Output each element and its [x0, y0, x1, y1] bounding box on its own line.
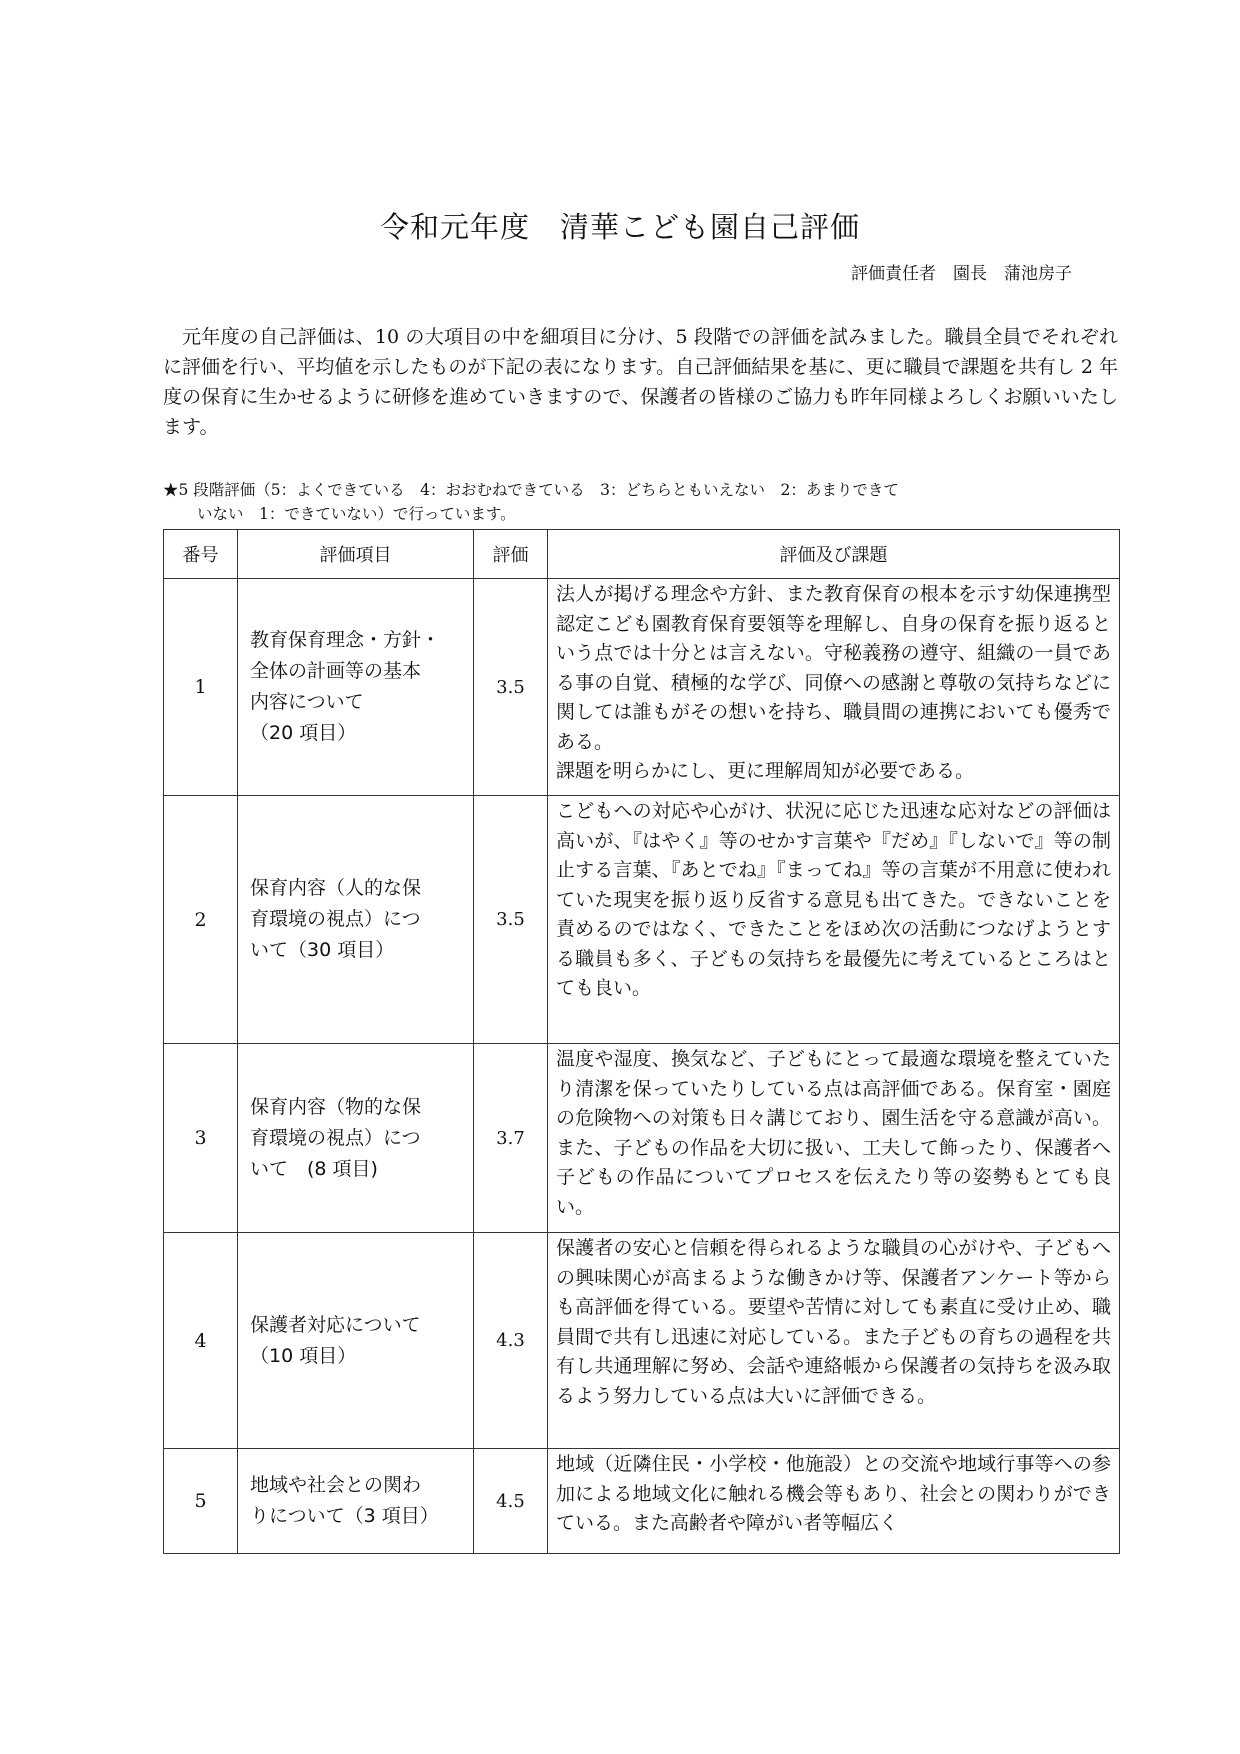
item-line: 育環境の視点）につ [250, 1126, 421, 1149]
evaluation-item [238, 1233, 474, 1449]
score: 4.3 [474, 1233, 548, 1449]
item-line: （20 項目） [250, 722, 357, 744]
item-line: りについて（3 項目） [250, 1505, 439, 1527]
evaluation-comment [548, 579, 1120, 796]
header-score: 評価 [474, 530, 548, 579]
item-line: 教育保育理念・方針・ [250, 629, 441, 651]
evaluation-table [163, 529, 1120, 1554]
score: 3.5 [474, 796, 548, 1044]
row-number: 2 [164, 796, 238, 1044]
item-line: 育環境の視点）につ [250, 908, 421, 930]
item-line: 保護者対応について [250, 1313, 421, 1336]
row-number: 4 [164, 1233, 238, 1449]
item-line: 保育内容（人的な保 [250, 877, 422, 899]
item-line: 地域や社会との関わ [250, 1474, 422, 1496]
evaluation-item [238, 796, 474, 1044]
document-title: 令和元年度 清華こども園自己評価 [379, 210, 860, 244]
header-comments: 評価及び課題 [548, 530, 1120, 579]
item-line: （10 項目） [250, 1344, 357, 1367]
score: 4.5 [474, 1449, 548, 1554]
item-line: 内容について [250, 691, 364, 713]
item-line: 保育内容（物的な保 [250, 1095, 422, 1118]
rating-scale-note-line: ★5 段階評価（5：よくできている 4：おおむねできている 3：どちらともいえない 2：あまりできて [163, 481, 899, 499]
row-number: 1 [164, 579, 238, 796]
rating-scale-note [163, 478, 1118, 526]
table-row [164, 579, 1120, 796]
score: 3.5 [474, 579, 548, 796]
row-number: 3 [164, 1044, 238, 1233]
comment-text: 課題を明らかにし、更に理解周知が必要である。 [556, 760, 975, 782]
evaluation-comment [548, 796, 1120, 1044]
comment-text: 法人が掲げる理念や方針、また教育保育の根本を示す幼保連携型認定こども園教育保育要領等を理解し、自身の保育を振り返るという点では十分とは言えない。守秘義務の遵守、組織の一員である事の自覚、積極的な学び、同僚への感謝と尊敬の気持ちなどに関しては誰もがその想いを持ち、職員間の連携においても優秀である。 [556, 583, 1111, 753]
evaluation-item [238, 1449, 474, 1554]
table-row [164, 1449, 1120, 1554]
comment-text: こどもへの対応や心がけ、状況に応じた迅速な応対などの評価は高いが、『はやく』等のせかす言葉や『だめ』『しないで』等の制止する言葉、『あとでね』『まってね』等の言葉が不用意に使われていた現実を振り返り反省する意見も出てきた。できないことを責めるのではなく、できたことをほめ次の活動につなげようとする職員も多く、子どもの気持ちを最優先に考えているところはとても良い。 [556, 800, 1111, 999]
evaluation-item [238, 579, 474, 796]
table-row [164, 796, 1120, 1044]
comment-text: 地域（近隣住民・小学校・他施設）との交流や地域行事等への参加による地域文化に触れる機会等もあり、社会との関わりができている。また高齢者や障がい者等幅広く [556, 1453, 1111, 1534]
table-row [164, 1044, 1120, 1233]
item-line: いて (8 項目) [250, 1157, 378, 1180]
item-line: 全体の計画等の基本 [250, 660, 422, 682]
header-number: 番号 [164, 530, 238, 579]
rating-scale-note-line: いない 1：できていない）で行っています。 [197, 505, 516, 523]
intro-paragraph: 元年度の自己評価は、10 の大項目の中を細項目に分け、5 段階での評価を試みました。職員全員でそれぞれに評価を行い、平均値を示したものが下記の表になります。自己評価結果を基に、更に職員で課題を共有し 2 年度の保育に生かせるように研修を進めていきますので、保護者の皆様のご協力も昨年同様よろしくお願いいたします。 [163, 326, 1118, 438]
evaluation-comment [548, 1233, 1120, 1449]
comment-text: 温度や湿度、換気など、子どもにとって最適な環境を整えていたり清潔を保っていたりしている点は高評価である。保育室・園庭の危険物への対策も日々講じており、園生活を守る意識が高い。また、子どもの作品を大切に扱い、工夫して飾ったり、保護者へ子どもの作品についてプロセスを伝えたり等の姿勢もとても良い。 [556, 1048, 1111, 1218]
table-row [164, 1233, 1120, 1449]
row-number: 5 [164, 1449, 238, 1554]
evaluation-comment [548, 1044, 1120, 1233]
evaluation-item [238, 1044, 474, 1233]
evaluation-author: 評価責任者 園長 蒲池房子 [851, 264, 1072, 284]
score: 3.7 [474, 1044, 548, 1233]
table-header-row [164, 530, 1120, 579]
evaluation-comment [548, 1449, 1120, 1554]
comment-text: 保護者の安心と信頼を得られるような職員の心がけや、子どもへの興味関心が高まるような働きかけ等、保護者アンケート等からも高評価を得ている。要望や苦情に対しても素直に受け止め、職員間で共有し迅速に対応している。また子どもの育ちの過程を共有し共通理解に努め、会話や連絡帳から保護者の気持ちを汲み取るよう努力している点は大いに評価できる。 [556, 1237, 1111, 1407]
header-item: 評価項目 [238, 530, 474, 579]
item-line: いて（30 項目） [250, 939, 395, 961]
